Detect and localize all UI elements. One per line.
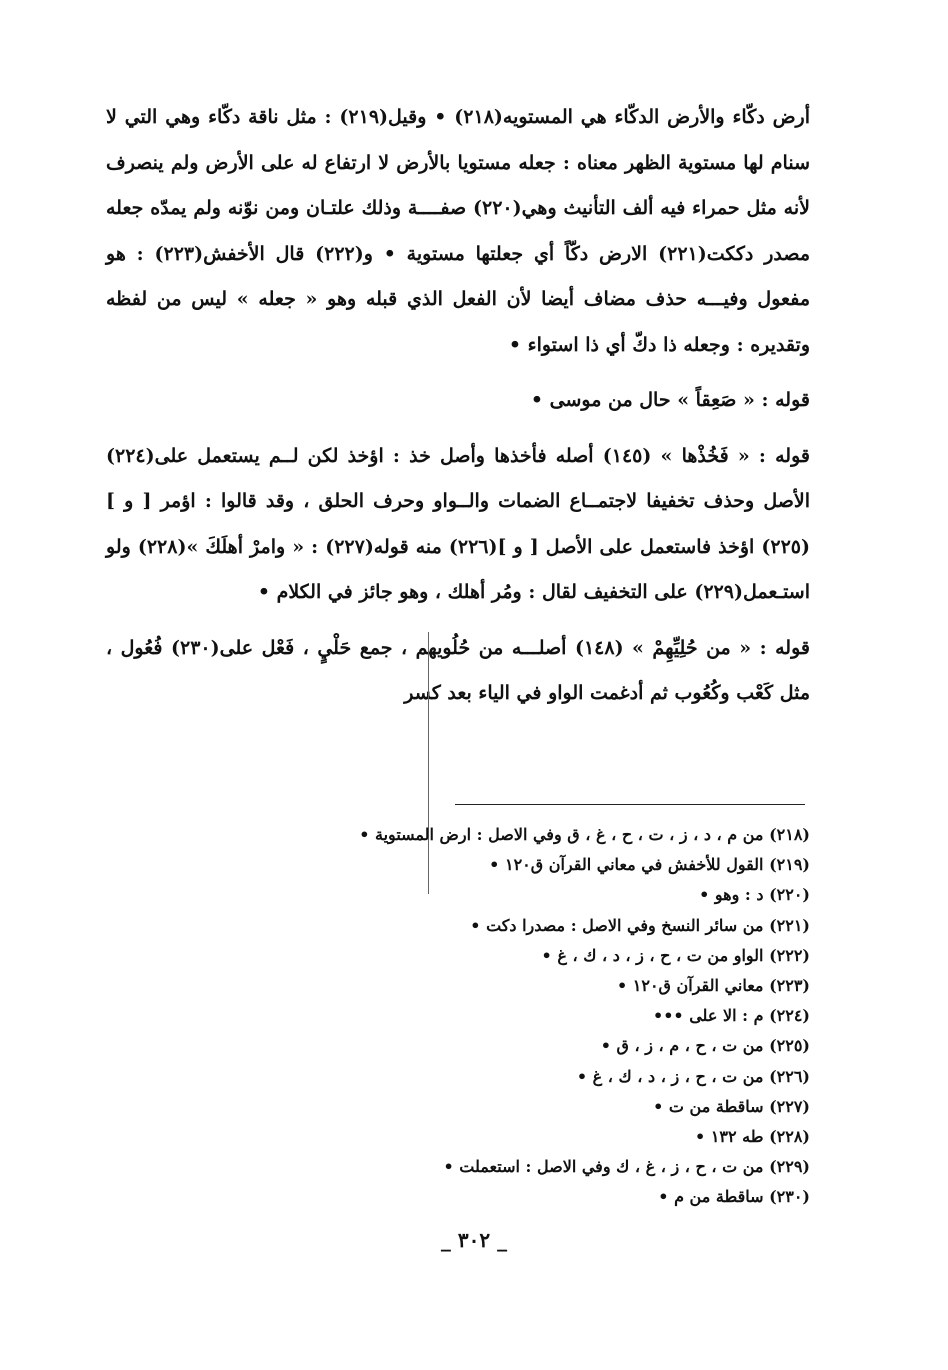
- footnote-218: (٢١٨) من م ، د ، ز ، ت ، ح ، غ ، ق وفي الاصل : ارض المستوية •: [359, 825, 810, 844]
- main-text: [106, 95, 810, 717]
- footnote-227: (٢٢٧) ساقطة من ت •: [653, 1096, 810, 1116]
- footnote-219: (٢١٩) القول للأخفش في معاني القرآن ق١٢٠ •: [489, 855, 810, 875]
- footnote-divider: [455, 804, 805, 805]
- paragraph-3: قوله : « فَخُذْها » (١٤٥) أصله فأخذها وأصل خذ : اؤخذ لكن لــم يستعمل على(٢٢٤) الأصل وحذف تخفيفا لاجتمــاع الضمات والــواو وحرف الحلق ، وقد قالوا : اؤمر [ و ](٢٢٥) اؤخذ فاستعمل على الأصل [ و ](٢٢٦) منه قوله(٢٢٧) : « وامرْ أهلَكَ »(٢٢٨) ولو استـعمل(٢٢٩) على التخفيف لقال : ومُر أهلك ، وهو جائز في الكلام •: [106, 444, 810, 603]
- paragraph-2: قوله : « صَعِقاً » حال من موسى •: [530, 389, 810, 411]
- footnote-230: (٢٣٠) ساقطة من م •: [658, 1187, 810, 1207]
- footnote-226: (٢٢٦) من ت ، ح ، ز ، د ، ك ، غ •: [576, 1066, 810, 1086]
- footnote-224: (٢٢٤) م : الا على •••: [652, 1006, 810, 1026]
- paragraph-4: قوله : « من حُلِيِّهِمْ » (١٤٨) أصلـــه من حُلُويهم ، جمع حَلْيٍ ، فَعْل على(٢٣٠) فُعُول ، مثل كَعْب وكُعُوب ثم أدغمت الواو في الياء بعد كسر: [106, 636, 810, 704]
- footnote-229: (٢٢٩) من ت ، ح ، ز ، غ ، ك وفي الاصل : استعملت •: [443, 1157, 810, 1177]
- footnote-223: (٢٢٣) معاني القرآن ق١٢٠ •: [616, 976, 810, 996]
- page-number: _ ٣٠٢ _: [440, 1228, 508, 1252]
- footnote-222: (٢٢٢) الواو من ت ، ح ، ز ، د ، ك ، غ •: [541, 945, 810, 965]
- footnote-221: (٢٢١) من سائر النسخ وفي الاصل : مصدرا دكت •: [470, 915, 810, 935]
- footnotes-list: [120, 820, 810, 1213]
- footnote-228: (٢٢٨) طه ١٣٢ •: [695, 1127, 810, 1147]
- footnote-225: (٢٢٥) من ت ، ح ، م ، ز ، ق •: [600, 1036, 810, 1056]
- footnote-220: (٢٢٠) د : وهو •: [699, 885, 810, 905]
- paragraph-1: أرض دكّاء والأرض الدكّاء هي المستويه(٢١٨) • وقيل(٢١٩) : مثل ناقة دكّاء وهي التي لا سنام لها مستوية الظهر معناه : جعله مستويا بالأرض لا ارتفاع له على الأرض ولم ينصرف لأنه مثل حمراء فيه ألف التأنيث وهي(٢٢٠) صفــــة وذلك علتـان ومن نوّنه ولم يمدّه جعله مصدر دككت(٢٢١) الارض دكّاً أي جعلتها مستوية • و(٢٢٢) قال الأخفش(٢٢٣) : هو مفعول وفيـــه حذف مضاف أيضا لأن الفعل الذي قبله وهو « جعله » ليس من لفظه وتقديره : وجعله ذا دكّ أي ذا استواء •: [106, 106, 810, 356]
